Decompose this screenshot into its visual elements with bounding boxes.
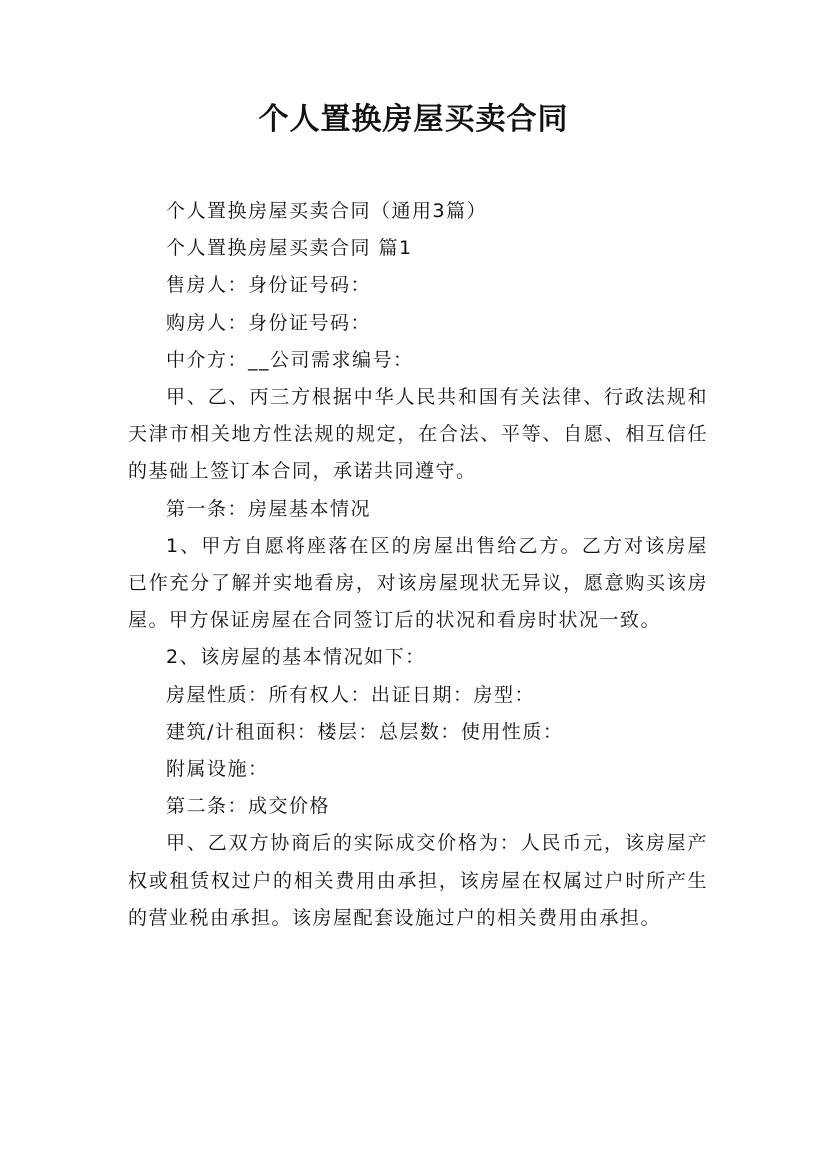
paragraph-facilities: 附属设施： <box>166 758 269 781</box>
paragraph-building-area: 建筑/计租面积：楼层：总层数：使用性质： <box>166 720 564 743</box>
paragraph-preamble: 甲、乙、丙三方根据中华人民共和国有关法律、行政法规和天津市相关地方性法规的规定，在合法、平等、自愿、相互信任的基础上签订本合同，承诺共同遵守。 <box>128 386 708 483</box>
paragraph-article-1-item-2: 2、该房屋的基本情况如下： <box>166 646 426 669</box>
paragraph-article-1-heading: 第一条：房屋基本情况 <box>166 497 372 520</box>
paragraph-article-1-item-1: 1、甲方自愿将座落在区的房屋出售给乙方。乙方对该房屋已作充分了解并实地看房，对该房屋现状无异议，愿意购买该房屋。甲方保证房屋在合同签订后的状况和看房时状况一致。 <box>128 534 708 632</box>
paragraph-price: 甲、乙双方协商后的实际成交价格为：人民币元，该房屋产权或租赁权过户的相关费用由承担，该房屋在权属过户时所产生的营业税由承担。该房屋配套设施过户的相关费用由承担。 <box>128 832 708 929</box>
document-body <box>128 193 708 937</box>
paragraph-property-nature: 房屋性质：所有权人：出证日期：房型： <box>166 683 536 706</box>
paragraph-buyer: 购房人：身份证号码： <box>166 311 372 334</box>
document-title: 个人置换房屋买卖合同 <box>258 102 569 137</box>
paragraph-agent: 中介方：__公司需求编号： <box>166 348 414 371</box>
paragraph-subtitle: 个人置换房屋买卖合同（通用3篇） <box>166 200 488 222</box>
paragraph-article-2-heading: 第二条：成交价格 <box>166 795 331 818</box>
paragraph-seller: 售房人：身份证号码： <box>166 274 372 297</box>
paragraph-section-heading: 个人置换房屋买卖合同 篇1 <box>166 237 413 260</box>
